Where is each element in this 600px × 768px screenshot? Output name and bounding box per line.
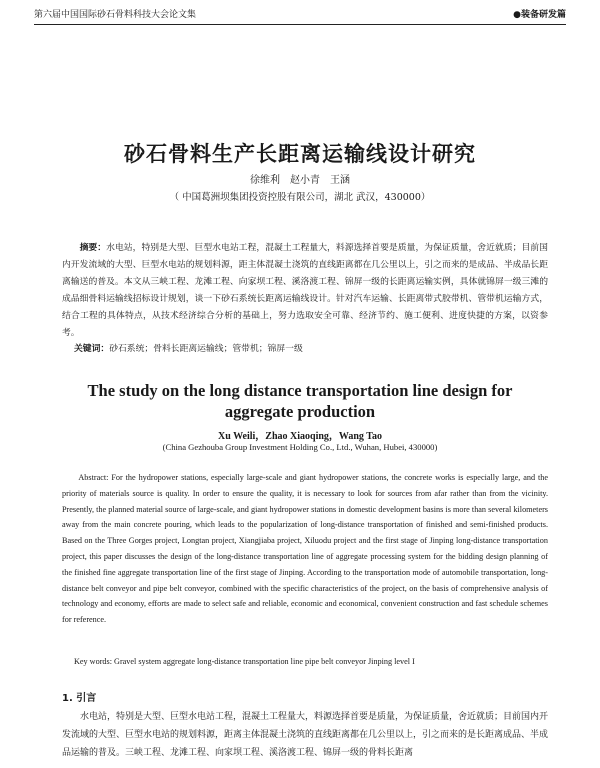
keywords-cn-text: 砂石系统；骨料长距离运输线；管带机；锦屏一级 [109, 344, 303, 354]
header-section-label: ●装备研发篇 [513, 10, 566, 20]
authors-en: Xu Weili，Zhao Xiaoqing，Wang Tao [217, 431, 383, 442]
abstract-en-text: For the hydropower stations, especially large-scale and giant hydropower stations, the concrete works is especially large, and the priority of materials source is quality. In order to ensure the quality, it is necessary to look for sources from afar rather than from the vicinity. Presently, the planned material source of large-scale, and giant hydropower stations in domestic development basins is more than several kilometers away from the main concrete pouring, which leads to the popularization of long-distance transportation of finished and semi-finished products. Based on the Three Gorges project, Longtan project, Xiangjiaba project, Xiluodu project and the first stage of Jinping long-distance transportation project, this paper discusses the design of the long-distance transportation line of aggregate processing system for the bidding design planning of the finished fine aggregate transportation line of the first stage of Jinping. According to the transportation mode of automobile transportation, long-distance belt conveyor and pipe belt conveyor, combined with the specific characteristics of the project, on the basis of comprehensive analysis of technology and economy, efforts are made to select safe and reliable, economic and economical, convenient construction and fast schedule schemes for reference. [62, 473, 549, 625]
affiliation-en: (China Gezhouba Group Investment Holding Co., Ltd., Wuhan, Hubei, 430000) [162, 442, 438, 452]
abstract-cn-text: 水电站，特别是大型、巨型水电站工程，混凝土工程量大，料源选择首要是质量，为保证质量，舍近就质；目前国内开发流域的大型、巨型水电站的规划料源，距主体混凝土浇筑的直线距离都在几公里以上，引之而来的是成品、半成品长距离输送的普及。本文从三峡工程、龙滩工程、向家坝工程、溪洛渡工程、锦屏一级的长距离运输实例，具体就锦屏一级三滩的成品细骨料运输线招标设计规划，谈一下砂石系统长距离运输线设计。针对汽车运输、长距离带式胶带机、管带机运输方式，结合工程的具体特点，从技术经济综合分析的基础上，努力选取安全可靠、经济节约、施工便利、进度快捷的方案，以资参考。 [62, 243, 548, 338]
authors-cn: 徐维利 赵小青 王涵 [250, 175, 350, 186]
abstract-en [62, 470, 548, 628]
keywords-cn [74, 342, 548, 356]
abstract-cn-label: 摘要： [79, 243, 107, 253]
paper-title-en: The study on the long distance transportation line design for aggregate production [87, 381, 513, 421]
introduction-paragraph: 水电站，特别是大型、巨型水电站工程，混凝土工程量大，料源选择首要是质量，为保证质量，舍近就质；目前国内开发流域的大型、巨型水电站的规划料源，距离主体混凝土浇筑的直线距离都在几公里以上，引之而来的是长距离成品、半成品运输的普及。三峡工程、龙滩工程、向家坝工程、溪洛渡工程、锦屏一级的骨料长距离 [62, 712, 549, 758]
running-header [34, 8, 566, 25]
keywords-en-text: Gravel system aggregate long-distance transportation line pipe belt conveyor Jinping level I [114, 657, 415, 666]
header-proceedings-title: 第六届中国国际砂石骨料科技大会论文集 [34, 10, 197, 20]
keywords-cn-label: 关键词： [74, 344, 110, 354]
paper-title-cn: 砂石骨料生产长距离运输线设计研究 [124, 142, 476, 166]
section-heading-introduction: 1. 引言 [62, 693, 97, 704]
keywords-en-label: Key words: [74, 657, 112, 666]
abstract-cn [62, 240, 548, 342]
keywords-en [74, 657, 548, 666]
abstract-en-label: Abstract: [78, 473, 109, 482]
affiliation-cn: （ 中国葛洲坝集团投资控股有限公司，湖北 武汉，430000） [169, 192, 431, 203]
